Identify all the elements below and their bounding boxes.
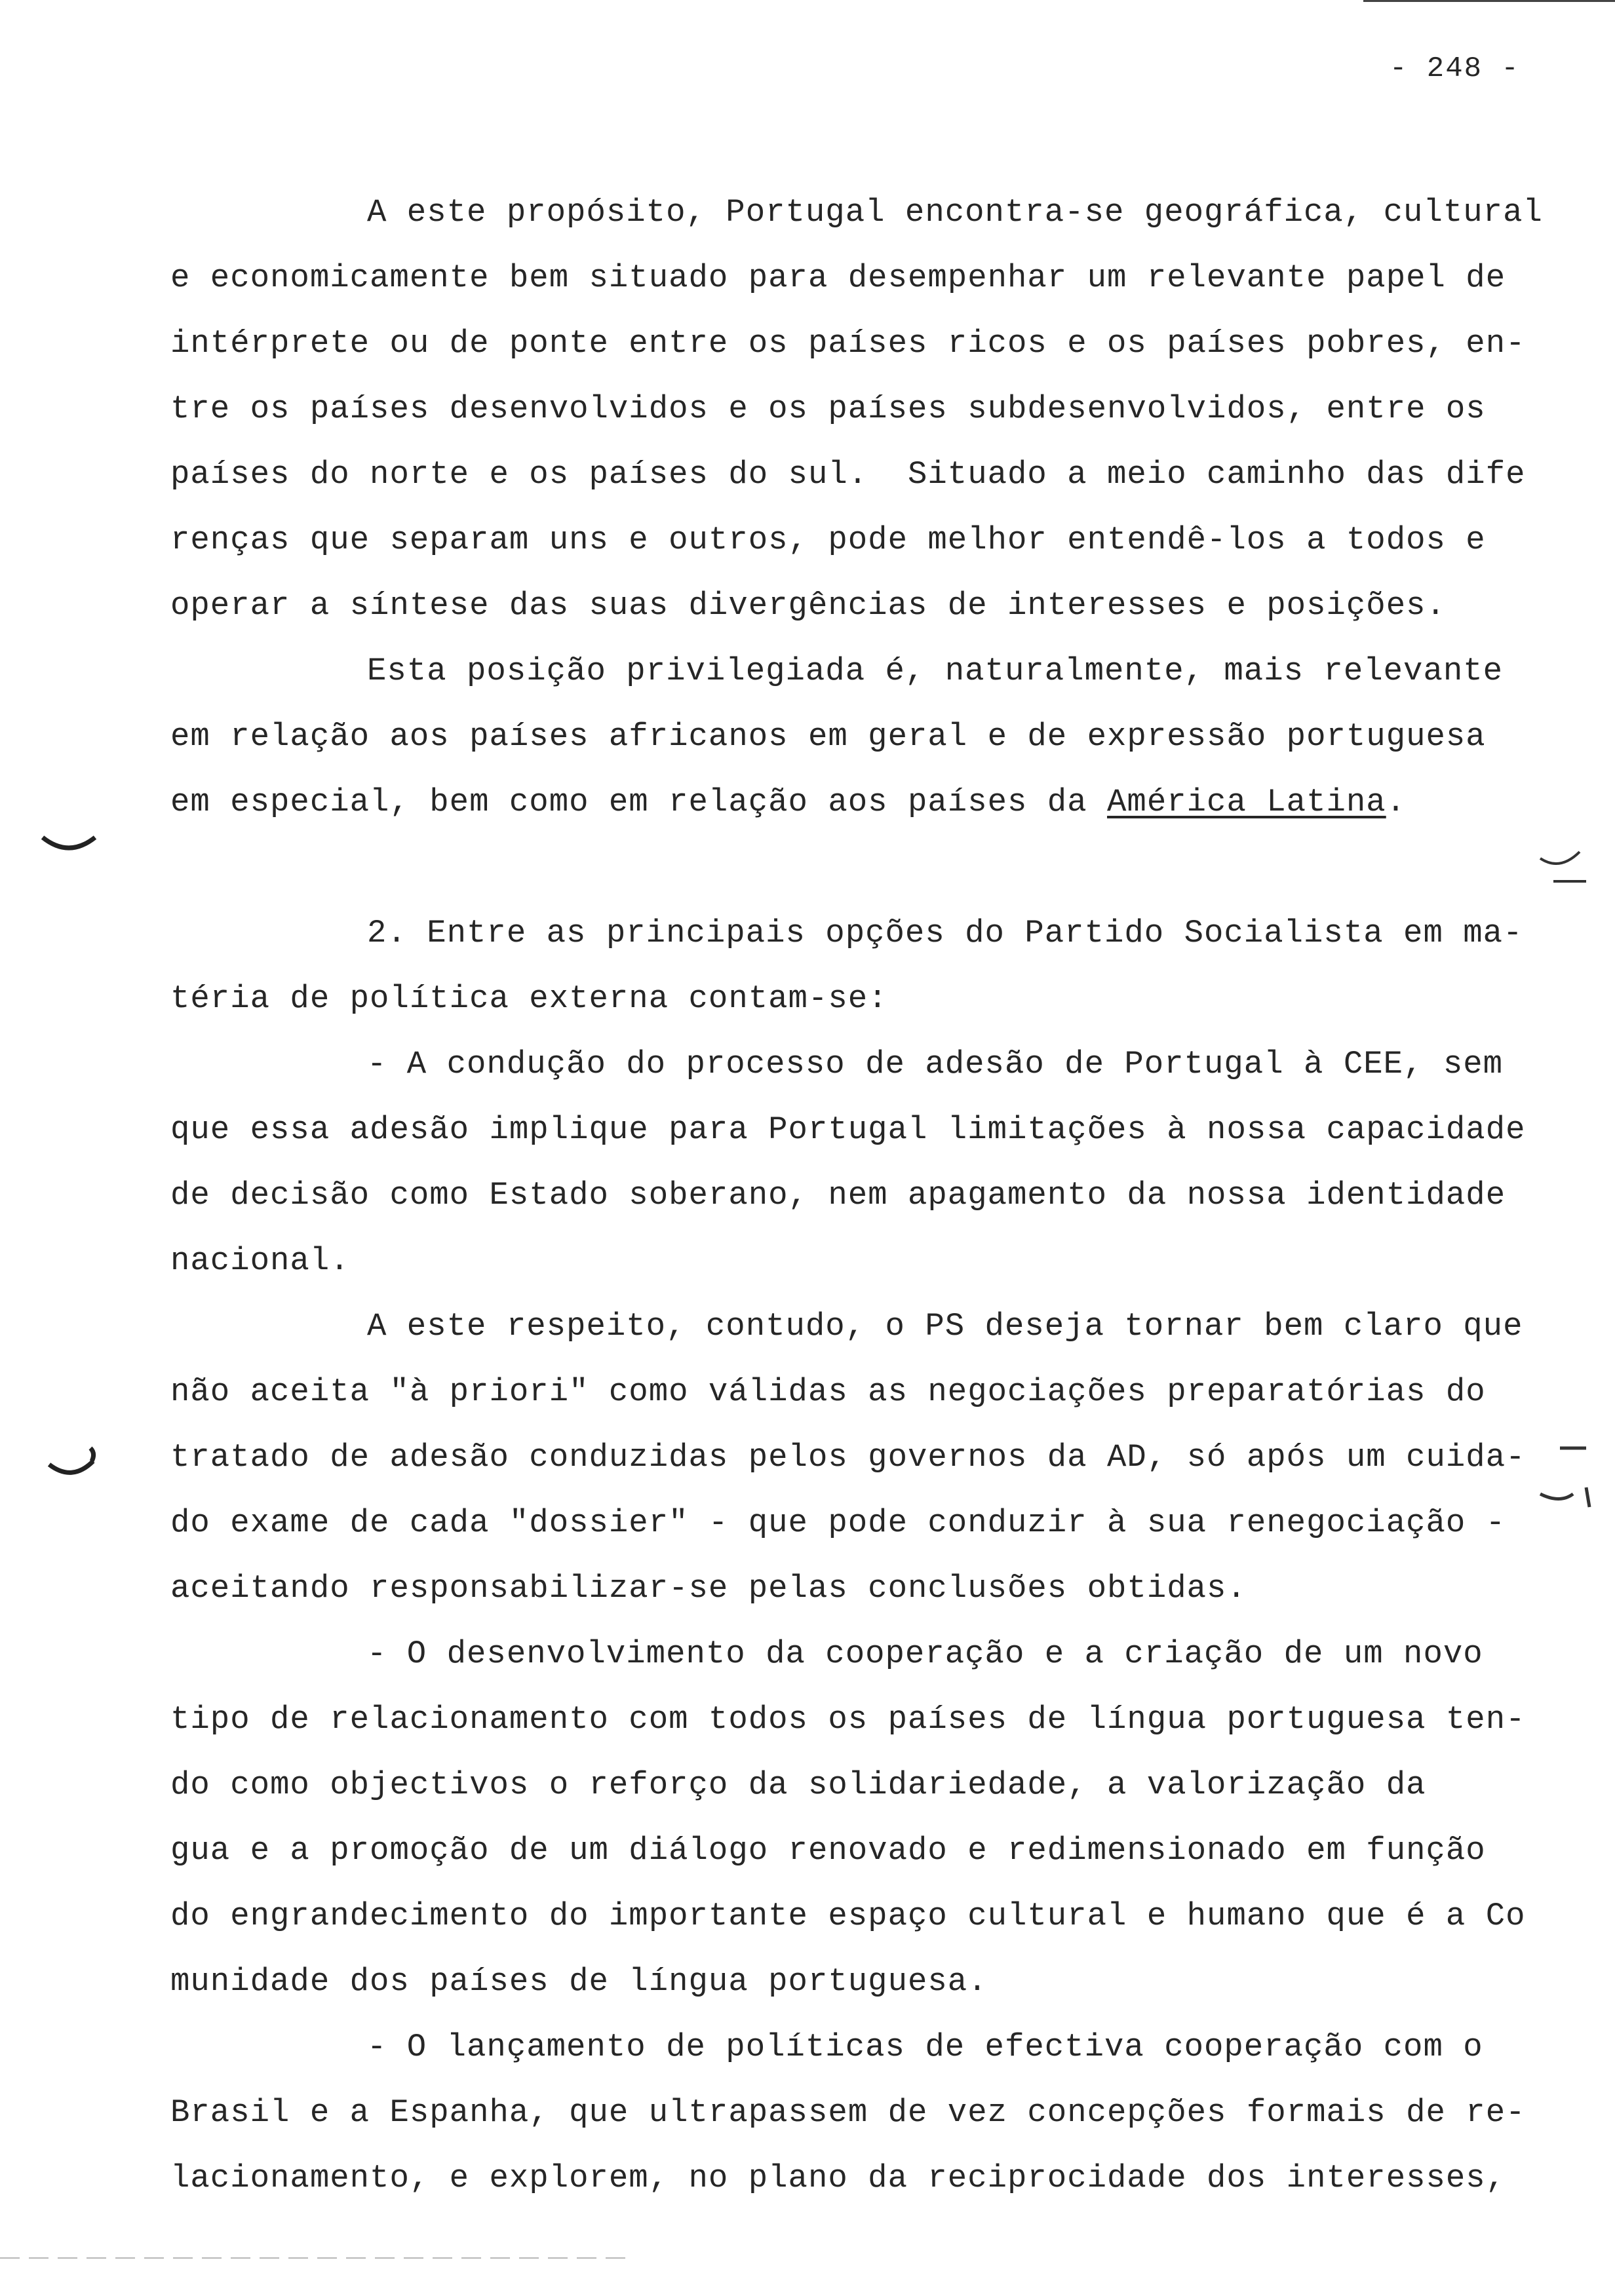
- text-line: - O lançamento de políticas de efectiva cooperação com o: [367, 2029, 1483, 2065]
- underlined-text: América Latina: [1107, 784, 1386, 820]
- text-line: intérprete ou de ponte entre os países ricos e os países pobres, en-: [170, 325, 1526, 362]
- text-line: A este propósito, Portugal encontra-se geográfica, cultural: [367, 194, 1543, 231]
- text-line: países do norte e os países do sul. Situado a meio caminho das dife: [170, 456, 1526, 493]
- text-line: que essa adesão implique para Portugal limitações à nossa capacidade: [170, 1111, 1526, 1148]
- text-line: do engrandecimento do importante espaço cultural e humano que é a Co: [170, 1898, 1526, 1934]
- text-segment: .: [1386, 784, 1407, 820]
- text-line: tre os países desenvolvidos e os países subdesenvolvidos, entre os: [170, 391, 1486, 427]
- page-number: - 248 -: [1390, 52, 1520, 85]
- text-line: nacional.: [170, 1242, 350, 1279]
- text-line: gua e a promoção de um diálogo renovado e redimensionado em função: [170, 1832, 1486, 1869]
- text-line: operar a síntese das suas divergências de interesses e posições.: [170, 587, 1446, 624]
- text-line: A este respeito, contudo, o PS deseja tornar bem claro que: [367, 1308, 1523, 1345]
- text-line: lacionamento, e explorem, no plano da reciprocidade dos interesses,: [170, 2160, 1506, 2196]
- text-line: em relação aos países africanos em geral e de expressão portuguesa: [170, 718, 1486, 755]
- top-edge-rule: [1363, 0, 1615, 2]
- text-line: - O desenvolvimento da cooperação e a criação de um novo: [367, 1636, 1483, 1672]
- text-segment: em especial, bem como em relação aos países da: [170, 784, 1108, 820]
- text-line: aceitando responsabilizar-se pelas conclusões obtidas.: [170, 1570, 1247, 1607]
- margin-scribble-icon: [1534, 1442, 1606, 1514]
- margin-punch-mark-icon: [39, 832, 98, 858]
- text-line: tratado de adesão conduzidas pelos governos da AD, só após um cuida-: [170, 1439, 1526, 1476]
- margin-check-mark-icon: [1534, 845, 1599, 885]
- text-line: de decisão como Estado soberano, nem apagamento da nossa identidade: [170, 1177, 1506, 1214]
- text-line: munidade dos países de língua portuguesa.: [170, 1963, 988, 2000]
- text-line: Esta posição privilegiada é, naturalmente, mais relevante: [367, 653, 1504, 689]
- text-line: tipo de relacionamento com todos os países de língua portuguesa ten-: [170, 1701, 1526, 1738]
- text-line: Brasil e a Espanha, que ultrapassem de vez concepções formais de re-: [170, 2094, 1526, 2131]
- text-line: não aceita "à priori" como válidas as negociações preparatórias do: [170, 1373, 1486, 1410]
- text-line: téria de política externa contam-se:: [170, 980, 888, 1017]
- text-line: 2. Entre as principais opções do Partido Socialista em ma-: [367, 915, 1523, 951]
- text-line: e economicamente bem situado para desempenhar um relevante papel de: [170, 259, 1506, 296]
- text-line: do como objectivos o reforço da solidariedade, a valorização da: [170, 1767, 1426, 1803]
- text-line: renças que separam uns e outros, pode melhor entendê-los a todos e: [170, 522, 1486, 558]
- text-line: do exame de cada "dossier" - que pode conduzir à sua renegociação -: [170, 1504, 1506, 1541]
- text-line-with-underline: [170, 782, 1406, 822]
- bottom-scan-rule: [0, 2257, 629, 2259]
- text-line: - A condução do processo de adesão de Portugal à CEE, sem: [367, 1046, 1504, 1082]
- margin-punch-mark-icon: [46, 1442, 98, 1487]
